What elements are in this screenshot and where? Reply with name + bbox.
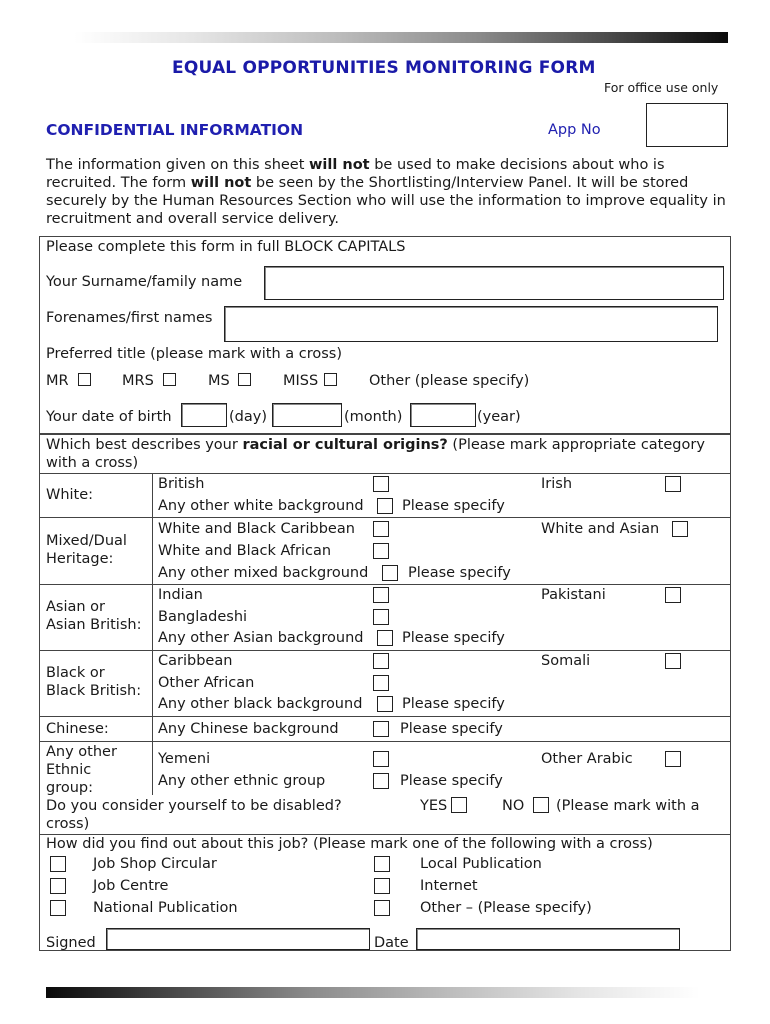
- dob-day-label: (day): [229, 409, 267, 425]
- column-divider: [152, 741, 153, 795]
- bottom-gradient-bar: [46, 987, 700, 998]
- irish-label: Irish: [541, 476, 573, 492]
- internet-checkbox[interactable]: [374, 878, 390, 894]
- mixed-label: Mixed/Dual: [46, 533, 127, 549]
- white-asian-label: White and Asian: [541, 521, 660, 537]
- title-mr-label: MR: [46, 373, 69, 389]
- divider: [39, 834, 731, 835]
- other-mixed-label: Any other mixed background: [158, 565, 369, 581]
- disabled-yes-checkbox[interactable]: [451, 797, 467, 813]
- other-african-label: Other African: [158, 675, 255, 691]
- pakistani-checkbox[interactable]: [665, 587, 681, 603]
- caribbean-checkbox[interactable]: [373, 653, 389, 669]
- surname-input[interactable]: [264, 266, 724, 300]
- asian-label-line2: Asian British:: [46, 617, 142, 633]
- chinese-checkbox[interactable]: [373, 721, 389, 737]
- disability-note: (Please mark with a: [556, 798, 700, 814]
- local-publication-checkbox[interactable]: [374, 856, 390, 872]
- title-ms-checkbox[interactable]: [238, 373, 251, 386]
- white-label: White:: [46, 487, 94, 503]
- please-specify-label: Please specify: [402, 498, 505, 514]
- somali-label: Somali: [541, 653, 591, 669]
- irish-checkbox[interactable]: [665, 476, 681, 492]
- ethnic-question: Which best describes your racial or cultural origins? (Please mark appropriate category: [46, 437, 705, 453]
- divider: [39, 741, 731, 742]
- other-ethnic-group-label: Any other ethnic group: [158, 773, 326, 789]
- surname-label: Your Surname/family name: [46, 274, 243, 290]
- divider: [39, 517, 731, 518]
- national-publication-label: National Publication: [93, 900, 238, 916]
- ethnic-question-line2: with a cross): [46, 455, 139, 471]
- please-specify-label: Please specify: [408, 565, 511, 581]
- chinese-background-label: Any Chinese background: [158, 721, 339, 737]
- dob-year-input[interactable]: [410, 403, 476, 427]
- block-capitals-instruction: Please complete this form in full BLOCK CAPITALS: [46, 239, 406, 255]
- title-mr-checkbox[interactable]: [78, 373, 91, 386]
- other-asian-label: Any other Asian background: [158, 630, 364, 646]
- title-other-label: Other (please specify): [369, 373, 530, 389]
- other-ethnic-label: Any other: [46, 744, 117, 760]
- disabled-no-checkbox[interactable]: [533, 797, 549, 813]
- top-gradient-bar: [74, 32, 728, 43]
- form-title: EQUAL OPPORTUNITIES MONITORING FORM: [172, 58, 596, 78]
- please-specify-label: Please specify: [402, 630, 505, 646]
- white-black-african-checkbox[interactable]: [373, 543, 389, 559]
- app-no-field[interactable]: [646, 103, 728, 147]
- dob-year-label: (year): [477, 409, 521, 425]
- british-label: British: [158, 476, 205, 492]
- job-shop-checkbox[interactable]: [50, 856, 66, 872]
- date-field[interactable]: [416, 928, 680, 950]
- dob-day-input[interactable]: [181, 403, 227, 427]
- title-mrs-label: MRS: [122, 373, 154, 389]
- other-white-label: Any other white background: [158, 498, 364, 514]
- local-publication-label: Local Publication: [420, 856, 542, 872]
- office-use-label: For office use only: [604, 80, 719, 95]
- other-ethnic-label-line2: Ethnic: [46, 762, 92, 778]
- pakistani-label: Pakistani: [541, 587, 606, 603]
- other-ethnic-label-line3: group:: [46, 780, 93, 796]
- mixed-label-line2: Heritage:: [46, 551, 114, 567]
- somali-checkbox[interactable]: [665, 653, 681, 669]
- internet-label: Internet: [420, 878, 478, 894]
- indian-label: Indian: [158, 587, 203, 603]
- white-asian-checkbox[interactable]: [672, 521, 688, 537]
- bangladeshi-checkbox[interactable]: [373, 609, 389, 625]
- disabled-no-label: NO: [502, 798, 525, 814]
- british-checkbox[interactable]: [373, 476, 389, 492]
- please-specify-label: Please specify: [400, 773, 503, 789]
- disabled-yes-label: YES: [420, 798, 448, 814]
- other-source-checkbox[interactable]: [374, 900, 390, 916]
- title-mrs-checkbox[interactable]: [163, 373, 176, 386]
- indian-checkbox[interactable]: [373, 587, 389, 603]
- intro-paragraph: The information given on this sheet will not be used to make decisions about who is recruited. The form will not be seen by the Shortlisting/Interview Panel. It will be stored securely by the Human Resources Section who will use the information to improve equality in recruitment and overall service delivery.: [46, 157, 726, 227]
- title-label: Preferred title (please mark with a cross): [46, 346, 342, 362]
- other-mixed-checkbox[interactable]: [382, 565, 398, 581]
- job-centre-label: Job Centre: [93, 878, 169, 894]
- forenames-input[interactable]: [224, 306, 718, 342]
- disability-note-line2: cross): [46, 816, 90, 832]
- yemeni-label: Yemeni: [158, 751, 211, 767]
- other-white-checkbox[interactable]: [377, 498, 393, 514]
- divider: [39, 584, 731, 585]
- title-miss-label: MISS: [283, 373, 319, 389]
- black-label: Black or: [46, 665, 105, 681]
- black-label-line2: Black British:: [46, 683, 142, 699]
- job-shop-label: Job Shop Circular: [93, 856, 217, 872]
- job-centre-checkbox[interactable]: [50, 878, 66, 894]
- divider: [39, 716, 731, 717]
- column-divider: [152, 473, 153, 741]
- signed-label: Signed: [46, 935, 96, 951]
- white-black-african-label: White and Black African: [158, 543, 332, 559]
- disability-question: Do you consider yourself to be disabled?: [46, 798, 342, 814]
- other-asian-checkbox[interactable]: [377, 630, 393, 646]
- dob-month-input[interactable]: [272, 403, 342, 427]
- date-label: Date: [374, 935, 409, 951]
- bangladeshi-label: Bangladeshi: [158, 609, 248, 625]
- other-source-label: Other – (Please specify): [420, 900, 592, 916]
- confidential-heading: CONFIDENTIAL INFORMATION: [46, 121, 304, 139]
- other-black-label: Any other black background: [158, 696, 363, 712]
- dob-month-label: (month): [344, 409, 403, 425]
- app-no-label: App No: [548, 122, 601, 138]
- source-question: How did you find out about this job? (Please mark one of the following with a cross): [46, 836, 653, 852]
- asian-label: Asian or: [46, 599, 106, 615]
- other-arabic-label: Other Arabic: [541, 751, 633, 767]
- signature-field[interactable]: [106, 928, 370, 950]
- divider: [39, 473, 731, 474]
- please-specify-label: Please specify: [402, 696, 505, 712]
- other-black-checkbox[interactable]: [377, 696, 393, 712]
- white-black-caribbean-label: White and Black Caribbean: [158, 521, 355, 537]
- caribbean-label: Caribbean: [158, 653, 233, 669]
- other-african-checkbox[interactable]: [373, 675, 389, 691]
- white-black-caribbean-checkbox[interactable]: [373, 521, 389, 537]
- chinese-label: Chinese:: [46, 721, 109, 737]
- divider: [39, 650, 731, 651]
- yemeni-checkbox[interactable]: [373, 751, 389, 767]
- dob-label: Your date of birth: [46, 409, 172, 425]
- title-miss-checkbox[interactable]: [324, 373, 337, 386]
- title-ms-label: MS: [208, 373, 230, 389]
- other-arabic-checkbox[interactable]: [665, 751, 681, 767]
- other-ethnic-group-checkbox[interactable]: [373, 773, 389, 789]
- please-specify-label: Please specify: [400, 721, 503, 737]
- forenames-label: Forenames/first names: [46, 310, 213, 326]
- national-publication-checkbox[interactable]: [50, 900, 66, 916]
